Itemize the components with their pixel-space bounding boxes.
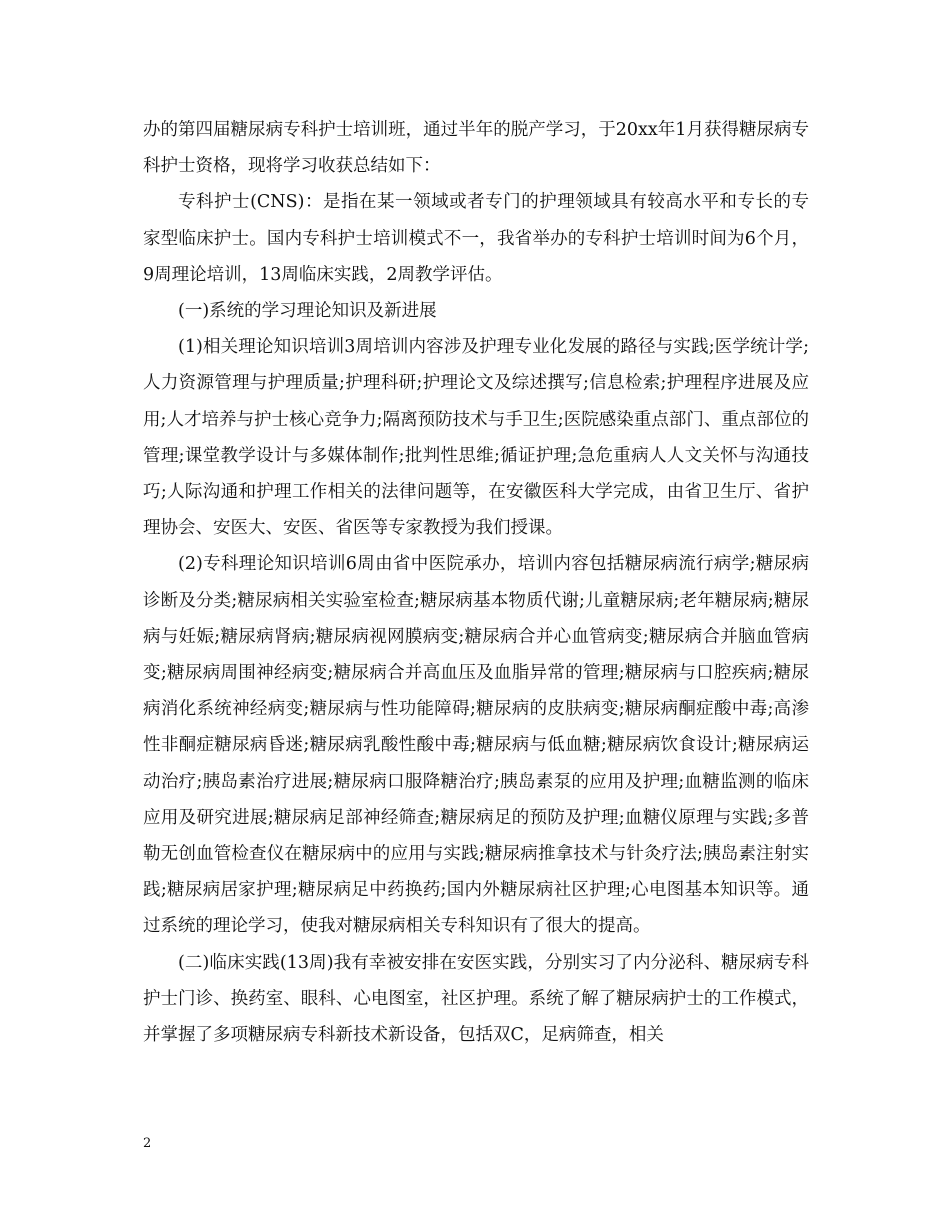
section-heading-theory: (一)系统的学习理论知识及新进展 bbox=[178, 301, 437, 322]
paragraph-specialty-theory: (2)专科理论知识培训6周由省中医院承办，培训内容包括糖尿病流行病学;糖尿病诊断及分类;糖尿病相关实验室检查;糖尿病基本物质代谢;儿童糖尿病;老年糖尿病;糖尿病与妊娠;糖尿病肾病;糖尿病视网膜病变;糖尿病合并心血管病变;糖尿病合并脑血管病变;糖尿病周围神经病变;糖尿病合并高血压及血脂异常的管理;糖尿病与口腔疾病;糖尿病消化系统神经病变;糖尿病与性功能障碍;糖尿病的皮肤病变;糖尿病酮症酸中毒;高渗性非酮症糖尿病昏迷;糖尿病乳酸性酸中毒;糖尿病与低血糖;糖尿病饮食设计;糖尿病运动治疗;胰岛素治疗进展;糖尿病口服降糖治疗;胰岛素泵的应用及护理;血糖监测的临床应用及研究进展;糖尿病足部神经筛查;糖尿病足的预防及护理;血糖仪原理与实践;多普勒无创血管检查仪在糖尿病中的应用与实践;糖尿病推拿技术与针灸疗法;胰岛素注射实践;糖尿病居家护理;糖尿病足中药换药;国内外糖尿病社区护理;心电图基本知识等。通过系统的理论学习，使我对糖尿病相关专科知识有了很大的提高。 bbox=[143, 554, 809, 937]
paragraph-continuation: 办的第四届糖尿病专科护士培训班，通过半年的脱产学习，于20xx年1月获得糖尿病专科护士资格，现将学习收获总结如下： bbox=[143, 120, 809, 177]
page-number: 2 bbox=[143, 1136, 152, 1151]
paragraph-clinical-practice: (二)临床实践(13周)我有幸被安排在安医实践，分别实习了内分泌科、糖尿病专科护士门诊、换药室、眼科、心电图室，社区护理。系统了解了糖尿病护士的工作模式，并掌握了多项糖尿病专科新技术新设备，包括双C，足病筛查，相关 bbox=[143, 952, 809, 1046]
paragraph-related-theory: (1)相关理论知识培训3周培训内容涉及护理专业化发展的路径与实践;医学统计学;人力资源管理与护理质量;护理科研;护理论文及综述撰写;信息检索;护理程序进展及应用;人才培养与护士核心竞争力;隔离预防技术与手卫生;医院感染重点部门、重点部位的管理;课堂教学设计与多媒体制作;批判性思维;循证护理;急危重病人人文关怀与沟通技巧;人际沟通和护理工作相关的法律问题等，在安徽医科大学完成，由省卫生厅、省护理协会、安医大、安医、省医等专家教授为我们授课。 bbox=[143, 337, 809, 539]
body-text bbox=[143, 112, 809, 1053]
paragraph-cns-definition: 专科护士(CNS)：是指在某一领域或者专门的护理领域具有较高水平和专长的专家型临床护士。国内专科护士培训模式不一，我省举办的专科护士培训时间为6个月，9周理论培训，13周临床实践，2周教学评估。 bbox=[143, 192, 809, 285]
